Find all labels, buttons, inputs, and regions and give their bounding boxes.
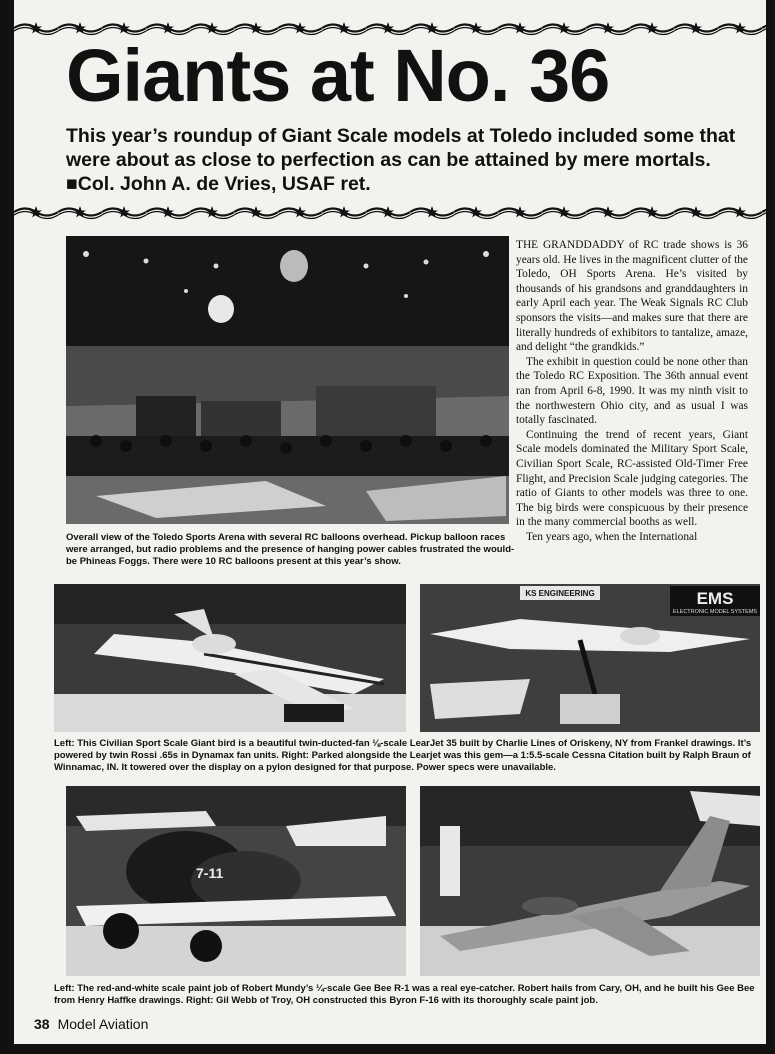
- body-text-column: [516, 238, 748, 544]
- caption-jets: Left: This Civilian Sport Scale Giant bird is a beautiful twin-ducted-fan ⅛-scale LearJet 35 built by Charlie Lines of Oriskeny, NY from Frankel drawings. It’s powered by twin Rossi .65s in Dynamax fan units. Right: Parked alongside the Learjet was this gem—a 1:5.5-scale Cessna Citation built by Ralph Braun of Winnamac, IN. It towered over the display on a pylon designed for that purpose. Power specs were unavailable.: [54, 738, 752, 773]
- headline: Giants at No. 36: [66, 34, 610, 117]
- body-paragraph: Continuing the trend of recent years, Giant Scale models dominated the Military Sport Scale, Civilian Sport Scale, RC-assisted Old-Timer Free Flight, and Precision Scale judging categories. The ratio of Giants to other models was three to one. The big birds were conspicuous by their presence in the many commercial booths as well.: [516, 428, 748, 529]
- star-border-middle: [14, 204, 766, 220]
- caption-arena: Overall view of the Toledo Sports Arena with several RC balloons overhead. Pickup balloon races were arranged, but radio problems and the presence of hanging power cables frustrated the would-be Phineas Foggs. There were 10 RC balloons present at this year’s show.: [66, 532, 515, 567]
- magazine-name: Model Aviation: [57, 1016, 149, 1032]
- photo-geebee: [66, 786, 406, 976]
- body-paragraph: The exhibit in question could be none other than the Toledo RC Exposition. The 36th annual event ran from April 6-8, 1990. It was my ninth visit to the northwestern Ohio city, and as usual I was totally fascinated.: [516, 355, 748, 427]
- ems-subtitle: ELECTRONIC MODEL SYSTEMS: [672, 609, 758, 615]
- geebee-number: 7-11: [196, 865, 224, 881]
- magazine-page: [14, 0, 766, 1044]
- balloon-striped: [280, 250, 308, 282]
- deck-subtitle: This year’s roundup of Giant Scale models at Toledo included some that were about as close to perfection as can be attained by mere mortals. ■Col. John A. de Vries, USAF ret.: [66, 125, 736, 195]
- page-number: 38: [34, 1016, 50, 1032]
- balloon-white: [208, 295, 234, 323]
- caption-bottom: Left: The red-and-white scale paint job of Robert Mundy’s ¼-scale Gee Bee R-1 was a real eye-catcher. Robert hails from Cary, OH, and he built his Gee Bee from Henry Haffke drawings. Right: Gil Webb of Troy, OH constructed this Byron F-16 with its thoroughly scale paint job.: [54, 983, 755, 1006]
- photo-cessna: [420, 584, 760, 732]
- photo-f16: [420, 786, 760, 976]
- star-border-middle-graphic: [14, 204, 766, 220]
- ks-sign: KS ENGINEERING: [525, 589, 595, 598]
- body-paragraph: THE GRANDDADDY of RC trade shows is 36 years old. He lives in the magnificent clutter of the Toledo, OH Sports Arena. He’s visited by thousands of his grandsons and granddaughters in early April each year. The Weak Signals RC Club sponsors the visits—and makes sure that there are literally hundreds of exhibitors to tantalize, amaze, and delight “the grandkids.”: [516, 239, 748, 354]
- photo-arena: [66, 236, 509, 524]
- page-footer: [34, 1016, 148, 1032]
- body-paragraph: Ten years ago, when the International: [526, 530, 698, 543]
- photo-learjet: [54, 584, 406, 732]
- ems-sign: EMS: [696, 589, 734, 608]
